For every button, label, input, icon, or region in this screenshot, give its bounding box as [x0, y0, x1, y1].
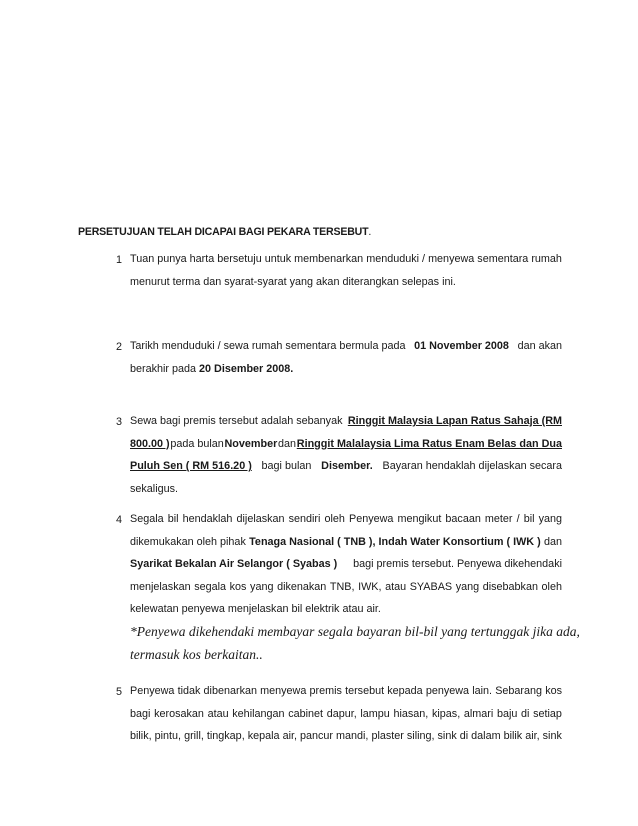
clause-body [130, 410, 562, 500]
rent-amount-november: Ringgit Malaysia Lapan Ratus Sahaja (RM [347, 415, 562, 427]
clause-body [130, 680, 562, 748]
clause-note: termasuk kos berkaitan.. [130, 646, 263, 662]
clause-line: menjelaskan segala kos yang dikenakan TNB, IWK, atau SYABAS yang disebabkan oleh [130, 580, 562, 593]
clause-line: bilik, pintu, grill, tingkap, kepala air, pancur mandi, plaster siling, sink di dalam bilik air, sink [130, 730, 562, 743]
heading-dot: . [368, 226, 372, 238]
clause-line: berakhir pada 20 Disember 2008. [130, 362, 294, 375]
clause-line: dikemukakan oleh pihak Tenaga Nasional ( TNB ), Indah Water Konsortium ( IWK ) dan [130, 531, 562, 554]
start-date: 01 November 2008 [414, 340, 509, 352]
clause-line: Sewa bagi premis tersebut adalah sebanyak Ringgit Malaysia Lapan Ratus Sahaja (RM [130, 410, 562, 433]
clause-line: Segala bil hendaklah dijelaskan sendiri oleh Penyewa mengikut bacaan meter / bil yang [130, 513, 562, 525]
clause-number: 5 [116, 686, 123, 698]
clause-line: menurut terma dan syarat-syarat yang akan diterangkan selepas ini. [130, 275, 456, 288]
clause-line: sekaligus. [130, 482, 179, 495]
agreement-heading [78, 226, 371, 238]
end-date: 20 Disember 2008. [199, 362, 294, 375]
clause-line: Tarikh menduduki / sewa rumah sementara bermula pada 01 November 2008 dan akan [130, 335, 562, 358]
rent-amount-december: Ringgit Malalaysia Lima Ratus Enam Belas dan Dua [296, 437, 562, 450]
clause-line: kelewatan penyewa menjelaskan bil elektrik atau air. [130, 603, 381, 616]
clause-line: Syarikat Bekalan Air Selangor ( Syabas ) bagi premis tersebut. Penyewa dikehendaki [130, 558, 562, 571]
clause-number: 2 [116, 341, 123, 353]
clause-number: 3 [116, 416, 123, 428]
clause-line: bagi kerosakan atau kehilangan cabinet dapur, lampu hiasan, kipas, almari baju di setiap [130, 707, 562, 720]
clause-line: Puluh Sen ( RM 516.20 ) bagi bulan Disember. Bayaran hendaklah dijelaskan secara [130, 460, 562, 473]
clause-body [130, 335, 562, 380]
clause-line: 800.00 ) pada bulan November dan Ringgit Malalaysia Lima Ratus Enam Belas dan Dua [130, 433, 562, 456]
clause-body [130, 508, 580, 666]
clause-line: Penyewa tidak dibenarkan menyewa premis tersebut kepada penyewa lain. Sebarang kos [130, 685, 562, 697]
clause-body [130, 248, 562, 293]
clause-line: Tuan punya harta bersetuju untuk membenarkan menduduki / menyewa sementara rumah [130, 253, 562, 265]
clause-number: 1 [116, 254, 123, 266]
utility-providers: Tenaga Nasional ( TNB ), Indah Water Konsortium ( IWK ) [249, 535, 541, 548]
heading-text: PERSETUJUAN TELAH DICAPAI BAGI PEKARA TERSEBUT [78, 226, 369, 238]
clause-number: 4 [116, 514, 123, 526]
clause-note: *Penyewa dikehendaki membayar segala bayaran bil-bil yang tertunggak jika ada, [130, 623, 580, 639]
